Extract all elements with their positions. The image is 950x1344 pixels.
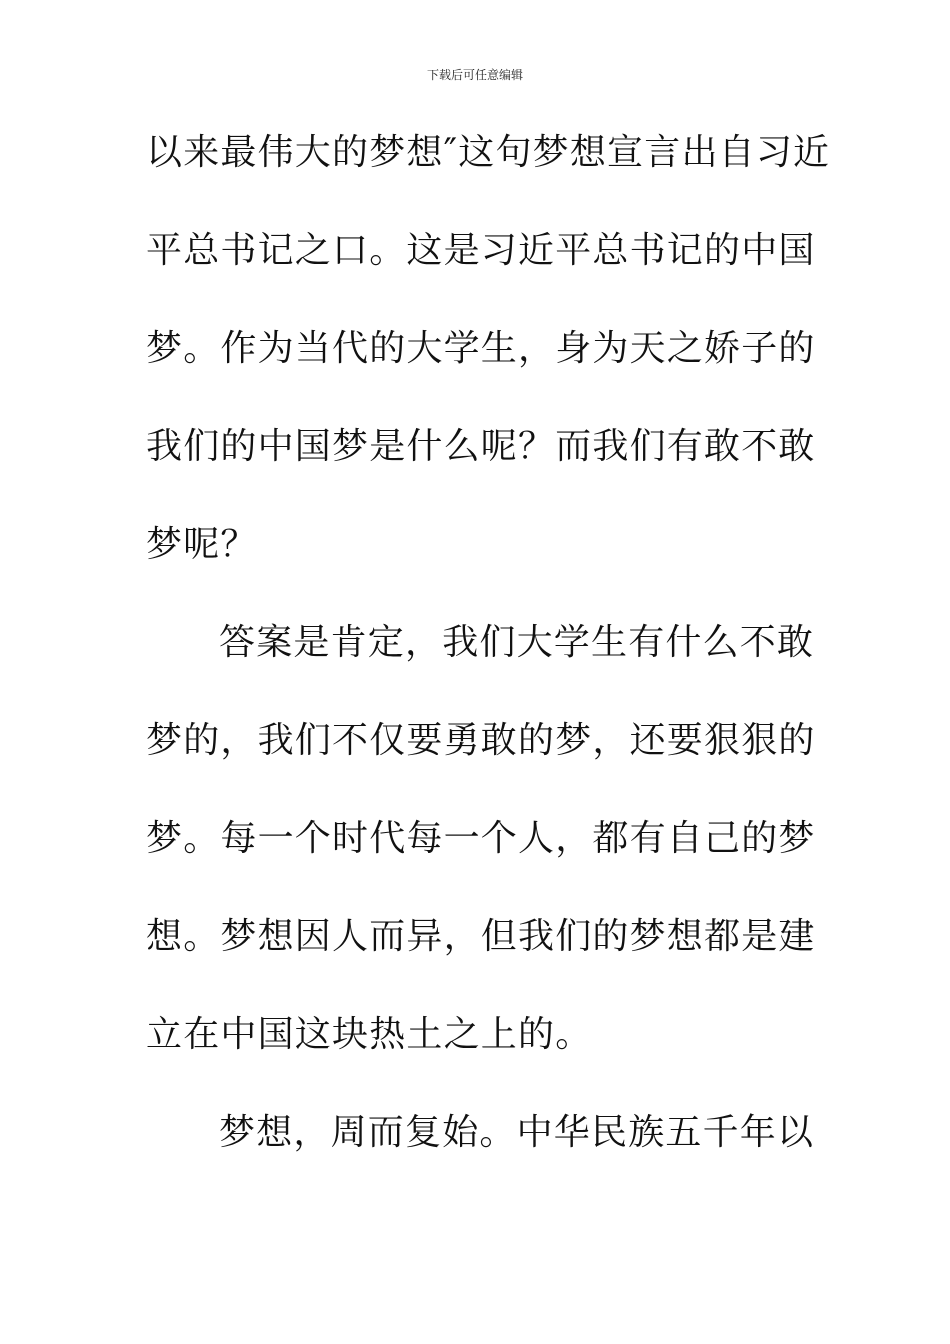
header-note: 下载后可任意编辑 — [426, 68, 523, 82]
text-line: 平总书记之口。这是习近平总书记的中国 — [146, 230, 816, 271]
text-line: 以来最伟大的梦想″这句梦想宣言出自习近 — [146, 132, 831, 173]
paragraph-first-line: 答案是肯定，我们大学生有什么不敢 — [219, 622, 815, 663]
text-line: 想。梦想因人而异，但我们的梦想都是建 — [146, 916, 816, 957]
paragraph-first-line: 梦想，周而复始。中华民族五千年以 — [219, 1112, 815, 1153]
text-line: 立在中国这块热土之上的。 — [146, 1014, 593, 1055]
text-line: 梦呢？ — [146, 524, 258, 565]
body-text — [146, 128, 831, 1206]
text-line: 梦。每一个时代每一个人，都有自己的梦 — [146, 818, 816, 859]
text-line: 梦。作为当代的大学生，身为天之娇子的 — [146, 328, 816, 369]
text-line: 梦的，我们不仅要勇敢的梦，还要狠狠的 — [146, 720, 816, 761]
text-line: 我们的中国梦是什么呢？而我们有敢不敢 — [146, 426, 816, 467]
